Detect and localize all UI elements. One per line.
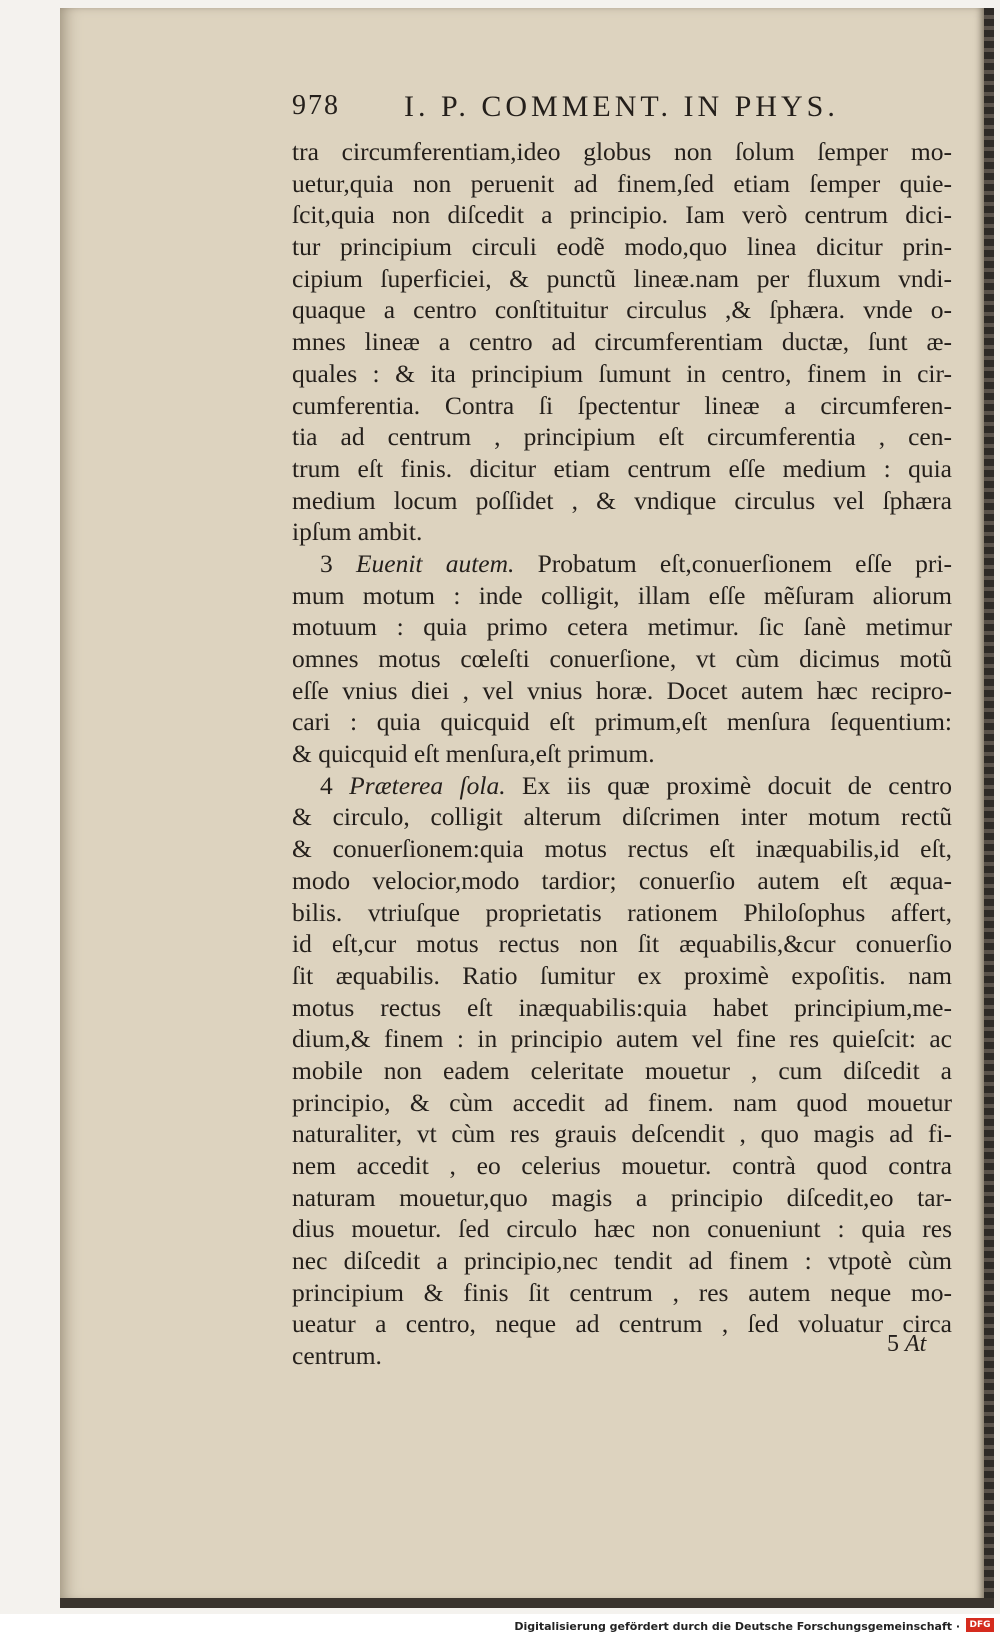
page-header xyxy=(292,90,952,136)
page-edge xyxy=(984,8,994,1600)
text-line: quales : & ita principium ſumunt in centro, finem in cir- xyxy=(292,358,952,388)
lemma: Euenit autem. xyxy=(355,548,515,578)
page-bottom-edge xyxy=(60,1598,994,1608)
catchword-number: 5 xyxy=(887,1331,899,1357)
paragraph-4-first-line xyxy=(292,770,952,802)
text-line: ueatur a centro, neque ad centrum , ſed voluatur circa xyxy=(292,1309,952,1339)
text-line: principium & finis ſit centrum , res autem neque mo- xyxy=(292,1277,952,1307)
text-line: ſit æquabilis. Ratio ſumitur ex proximè expoſitis. nam xyxy=(292,960,952,990)
funding-credit: Digitalisierung gefördert durch die Deutsche Forschungsgemeinschaft · xyxy=(514,1620,960,1633)
text-line: cumferentia. Contra ſi ſpectentur lineæ a circumferen- xyxy=(292,390,952,420)
text-line: id eſt,cur motus rectus non ſit æquabilis,&cur conuerſio xyxy=(292,929,952,959)
text-line: tra circumferentiam,ideo globus non ſolum ſemper mo- xyxy=(292,137,952,166)
text-line: naturam mouetur,quo magis a principio diſcedit,eo tar- xyxy=(292,1182,952,1212)
text-line: dium,& finem : in principio autem vel fine res quieſcit: ac xyxy=(292,1024,952,1054)
catchword xyxy=(887,1331,926,1358)
text-block xyxy=(292,90,952,1372)
line-text: Ex iis quæ proximè docuit de centro xyxy=(522,770,952,800)
text-line: mum motum : inde colligit, illam eſſe mẽſuram aliorum xyxy=(292,580,952,610)
text-line: mnes lineæ a centro ad circumferentiam ductæ, ſunt æ- xyxy=(292,327,952,357)
line-text: Probatum eſt,conuerſionem eſſe pri- xyxy=(537,548,952,578)
text-line: & quicquid eſt menſura,eſt primum. xyxy=(292,739,655,769)
text-line: ipſum ambit. xyxy=(292,517,423,547)
text-line: omnes motus cœleſti conuerſione, vt cùm dicimus motũ xyxy=(292,644,952,673)
text-line: cari : quia quicquid eſt primum,eſt menſura ſequentium: xyxy=(292,707,952,737)
text-line: nec diſcedit a principio,nec tendit ad finem : vtpotè cùm xyxy=(292,1246,952,1276)
text-line: bilis. vtriuſque proprietatis rationem Philoſophus affert, xyxy=(292,897,952,927)
paragraph-3-first-line xyxy=(292,548,952,580)
text-line: eſſe vnius diei , vel vnius horæ. Docet autem hæc recipro- xyxy=(292,675,952,705)
paragraph-number: 4 xyxy=(320,770,333,800)
paragraph-number: 3 xyxy=(320,548,333,578)
text-line: modo velocior,modo tardior; conuerſio autem eſt æqua- xyxy=(292,865,952,895)
text-line: naturaliter, vt cùm res grauis deſcendit , quo magis ad fi- xyxy=(292,1119,952,1149)
text-line: tur principium circuli eodẽ modo,quo linea dicitur prin- xyxy=(292,232,952,262)
text-line: medium locum poſſidet , & vndique circulus vel ſphæra xyxy=(292,485,952,515)
text-line: uetur,quia non peruenit ad finem,ſed etiam ſemper quie- xyxy=(292,168,952,198)
dfg-logo-icon: DFG xyxy=(966,1618,994,1632)
text-line: centrum. xyxy=(292,1341,382,1371)
lemma: Præterea ſola. xyxy=(349,770,506,800)
paragraph-3 xyxy=(292,548,952,770)
text-line: ſcit,quia non diſcedit a principio. Iam verò centrum dici- xyxy=(292,200,952,230)
text-line: & circulo, colligit alterum diſcrimen inter motum rectũ xyxy=(292,802,952,832)
text-line: nem accedit , eo celerius mouetur. contrà quod contra xyxy=(292,1151,952,1180)
text-line: quaque a centro conſtituitur circulus ,& ſphæra. vnde o- xyxy=(292,295,952,325)
paragraph-4 xyxy=(292,770,952,1372)
text-line: trum eſt finis. dicitur etiam centrum eſſe medium : quia xyxy=(292,453,952,483)
text-line: tia ad centrum , principium eſt circumferentia , cen- xyxy=(292,422,952,452)
text-line: motus rectus eſt inæquabilis:quia habet principium,me- xyxy=(292,992,952,1022)
text-line: cipium ſuperficiei, & punctũ lineæ.nam per fluxum vndi- xyxy=(292,263,952,293)
text-line: motuum : quia primo cetera metimur. ſic ſanè metimur xyxy=(292,612,952,642)
folio-number: 978 xyxy=(292,90,340,121)
text-line: principio, & cùm accedit ad finem. nam quod mouetur xyxy=(292,1087,952,1117)
text-line: mobile non eadem celeritate mouetur , cum diſcedit a xyxy=(292,1055,952,1085)
text-line: & conuerſionem:quia motus rectus eſt inæquabilis,id eſt, xyxy=(292,834,952,864)
running-title: I. P. COMMENT. IN PHYS. xyxy=(404,90,839,123)
text-line: dius mouetur. ſed circulo hæc non conueniunt : quia res xyxy=(292,1214,952,1244)
paragraph-2-continuation xyxy=(292,136,952,548)
catchword-word: At xyxy=(905,1331,927,1357)
digitization-footer xyxy=(0,1614,1000,1638)
